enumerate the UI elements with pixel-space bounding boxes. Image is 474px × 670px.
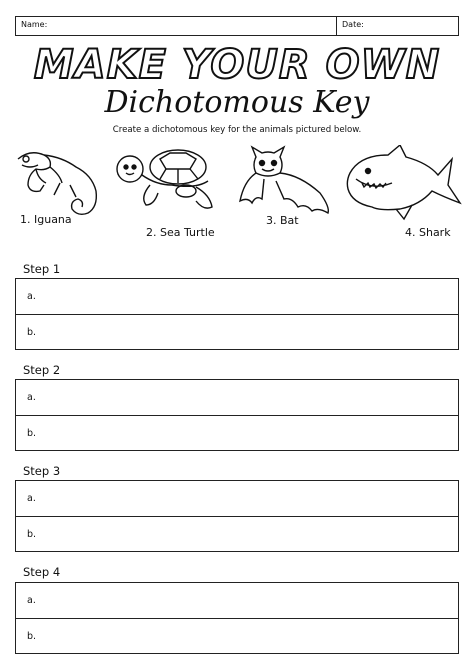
step-3-divider — [16, 516, 458, 517]
date-label: Date: — [342, 20, 364, 29]
step-1-option-a[interactable]: a. — [27, 291, 36, 302]
step-4-option-a[interactable]: a. — [27, 595, 36, 606]
step-2-box — [15, 379, 459, 451]
step-3-title: Step 3 — [23, 464, 61, 478]
animal-label-sea-turtle: 2. Sea Turtle — [146, 226, 215, 239]
step-4-divider — [16, 618, 458, 619]
header-divider — [336, 17, 337, 35]
instructions-text: Create a dichotomous key for the animals pictured below. — [112, 125, 362, 135]
title-line-1: MAKE YOUR OWN — [33, 42, 441, 88]
step-4-option-b[interactable]: b. — [27, 631, 37, 642]
shark-icon — [347, 145, 460, 219]
step-3-option-b[interactable]: b. — [27, 529, 37, 540]
step-2-option-a[interactable]: a. — [27, 392, 36, 403]
step-4-box — [15, 582, 459, 654]
name-date-bar — [15, 16, 459, 36]
worksheet-title — [0, 40, 474, 120]
step-2-title: Step 2 — [23, 363, 61, 377]
animal-label-shark: 4. Shark — [405, 226, 451, 239]
title-line-2: Dichotomous Key — [104, 85, 370, 120]
step-2-option-b[interactable]: b. — [27, 428, 37, 439]
step-2-divider — [16, 415, 458, 416]
name-label: Name: — [21, 20, 48, 29]
step-4-title: Step 4 — [23, 565, 61, 579]
step-1-box — [15, 278, 459, 350]
step-3-box — [15, 480, 459, 552]
animal-label-bat: 3. Bat — [266, 214, 299, 227]
animal-label-iguana: 1. Iguana — [20, 213, 72, 226]
step-1-title: Step 1 — [23, 262, 61, 276]
animal-illustrations — [0, 145, 474, 245]
step-3-option-a[interactable]: a. — [27, 493, 36, 504]
sea-turtle-icon — [117, 150, 212, 208]
bat-icon — [240, 147, 328, 213]
iguana-icon — [18, 153, 96, 215]
step-1-option-b[interactable]: b. — [27, 327, 37, 338]
step-1-divider — [16, 314, 458, 315]
